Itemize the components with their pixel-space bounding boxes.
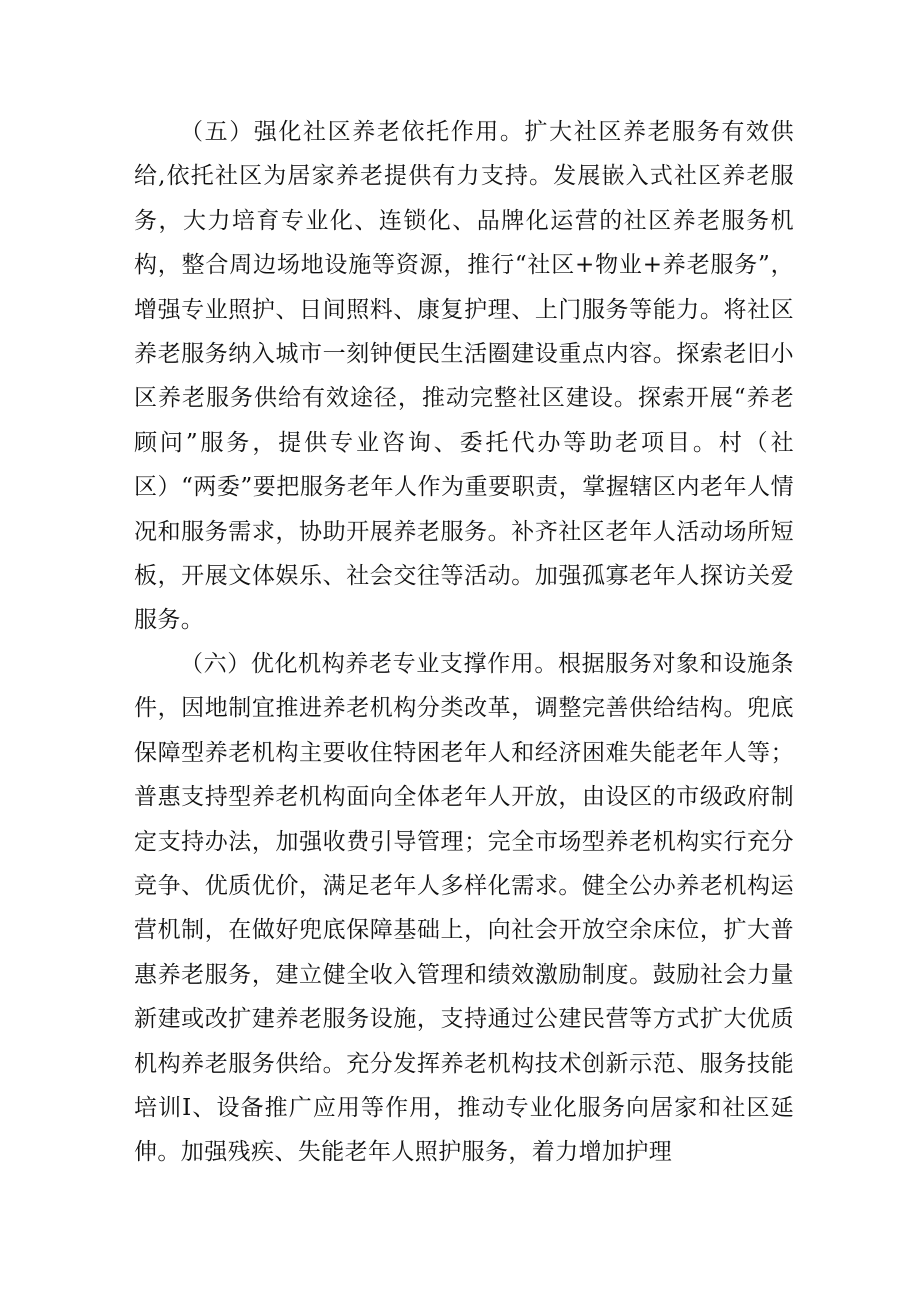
paragraph-institutional-elderly-care: （六）优化机构养老专业支撑作用。根据服务对象和设施条件，因地制宜推进养老机构分类改革，调整完善供给结构。兜底保障型养老机构主要收住特困老年人和经济困难失能老年人等；普惠支持型养老机构面向全体老年人开放，由设区的市级政府制定支持办法，加强收费引导管理；完全市场型养老机构实行充分竞争、优质优价，满足老年人多样化需求。健全公办养老机构运营机制，在做好兜底保障基础上，向社会开放空余床位，扩大普惠养老服务，建立健全收入管理和绩效激励制度。鼓励社会力量新建或改扩建养老服务设施，支持通过公建民营等方式扩大优质机构养老服务供给。充分发挥养老机构技术创新示范、服务技能培训I、设备推广应用等作用，推动专业化服务向居家和社区延伸。加强残疾、失能老年人照护服务，着力增加护理 [134, 651, 794, 1166]
paragraph-community-elderly-care: （五）强化社区养老依托作用。扩大社区养老服务有效供给,依托社区为居家养老提供有力支持。发展嵌入式社区养老服务，大力培育专业化、连锁化、品牌化运营的社区养老服务机构，整合周边场地设施等资源，推行“社区+物业+养老服务”，增强专业照护、日间照料、康复护理、上门服务等能力。将社区养老服务纳入城市一刻钟便民生活圈建设重点内容。探索老旧小区养老服务供给有效途径，推动完整社区建设。探索开展“养老顾问”服务，提供专业咨询、委托代办等助老项目。村（社区）“两委”要把服务老年人作为重要职责，掌握辖区内老年人情况和服务需求，协助开展养老服务。补齐社区老年人活动场所短板，开展文体娱乐、社会交往等活动。加强孤寡老年人探访关爱服务。 [134, 119, 794, 634]
